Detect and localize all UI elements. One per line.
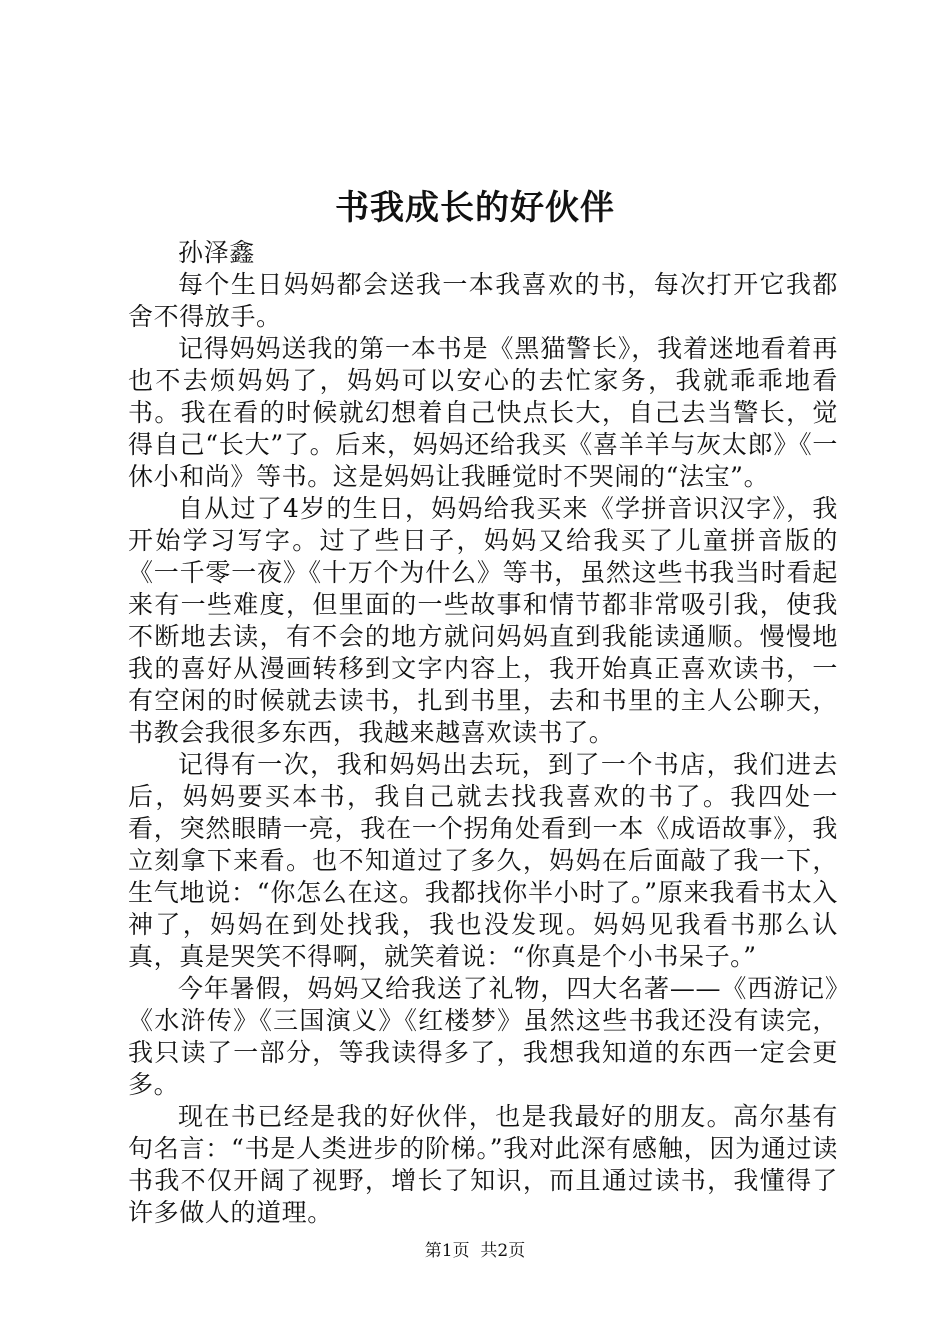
- paragraph-1: 每个生日妈妈都会送我一本我喜欢的书，每次打开它我都舍不得放手。: [128, 270, 838, 331]
- page-footer: [0, 1240, 950, 1262]
- author-name: 孙泽鑫: [178, 238, 255, 267]
- paragraph-6: 现在书已经是我的好伙伴，也是我最好的朋友。高尔基有句名言：“书是人类进步的阶梯。”我对此深有感触，因为通过读书我不仅开阔了视野，增长了知识，而且通过读书，我懂得了许多做人的道理。: [128, 1102, 838, 1227]
- document-body: [128, 237, 838, 1229]
- page-number: 第1页: [424, 1241, 470, 1261]
- document-title: 书我成长的好伙伴: [335, 188, 615, 228]
- paragraph-2: 记得妈妈送我的第一本书是《黑猫警长》，我着迷地看着再也不去烦妈妈了，妈妈可以安心的去忙家务，我就乖乖地看书。我在看的时候就幻想着自己快点长大，自己去当警长，觉得自己“长大”了。后来，妈妈还给我买《喜羊羊与灰太郎》《一休小和尚》等书。这是妈妈让我睡觉时不哭闹的“法宝”。: [128, 334, 838, 491]
- paragraph-3: 自从过了4岁的生日，妈妈给我买来《学拼音识汉字》，我开始学习写字。过了些日子，妈妈又给我买了儿童拼音版的《一千零一夜》《十万个为什么》等书，虽然这些书我当时看起来有一些难度，但里面的一些故事和情节都非常吸引我，使我不断地去读，有不会的地方就问妈妈直到我能读通顺。慢慢地我的喜好从漫画转移到文字内容上，我开始真正喜欢读书，一有空闲的时候就去读书，扎到书里，去和书里的主人公聊天，书教会我很多东西，我越来越喜欢读书了。: [128, 494, 838, 747]
- paragraph-4: 记得有一次，我和妈妈出去玩，到了一个书店，我们进去后，妈妈要买本书，我自己就去找我喜欢的书了。我四处一看，突然眼睛一亮，我在一个拐角处看到一本《成语故事》，我立刻拿下来看。也不知道过了多久，妈妈在后面敲了我一下，生气地说：“你怎么在这。我都找你半小时了。”原来我看书太入神了，妈妈在到处找我，我也没发现。妈妈见我看书那么认真，真是哭笑不得啊，就笑着说：“你真是个小书呆子。”: [128, 750, 838, 971]
- page-total: 共2页: [480, 1241, 526, 1261]
- paragraph-5: 今年暑假，妈妈又给我送了礼物，四大名著——《西游记》《水浒传》《三国演义》《红楼梦》虽然这些书我还没有读完，我只读了一部分，等我读得多了，我想我知道的东西一定会更多。: [128, 974, 838, 1099]
